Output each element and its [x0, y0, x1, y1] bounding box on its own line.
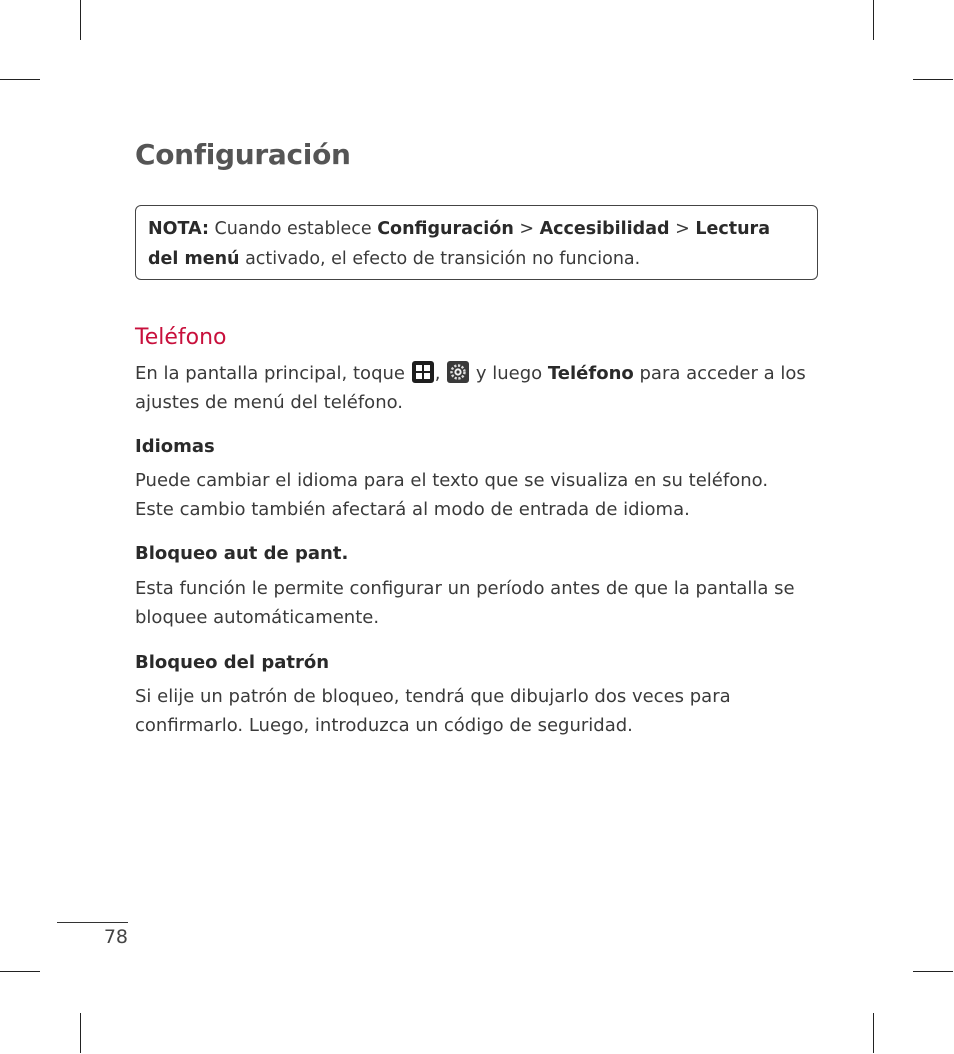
- note-box: [135, 205, 818, 280]
- note-text: Cuando establece: [208, 219, 378, 239]
- crop-mark: [873, 1013, 874, 1053]
- note-path-lectura: Lectura del menú: [148, 219, 771, 269]
- crop-mark: [0, 971, 40, 972]
- crop-mark: [873, 0, 874, 40]
- paragraph-line: Esta función le permite configurar un período antes de que la pantalla se: [135, 578, 795, 599]
- note-separator: >: [669, 219, 696, 239]
- note-path-accesibilidad: Accesibilidad: [539, 219, 670, 239]
- intro-text: para acceder a los ajustes de menú del teléfono.: [135, 363, 806, 413]
- telefono-intro: [135, 359, 825, 417]
- apps-grid-icon: [412, 361, 434, 383]
- paragraph-line: confirmarlo. Luego, introduzca un código de seguridad.: [135, 715, 633, 736]
- section-heading-telefono: Teléfono: [135, 325, 227, 350]
- paragraph-line: Este cambio también afectará al modo de entrada de idioma.: [135, 499, 690, 520]
- settings-gear-icon: [447, 361, 469, 383]
- crop-mark: [0, 79, 40, 80]
- crop-mark: [80, 0, 81, 40]
- note-separator: >: [513, 219, 540, 239]
- crop-mark: [80, 1013, 81, 1053]
- crop-mark: [913, 79, 953, 80]
- subheading-bloqueo-patron: Bloqueo del patrón: [135, 652, 330, 673]
- intro-text: y luego: [470, 363, 548, 384]
- paragraph-line: bloquee automáticamente.: [135, 607, 380, 628]
- page-number: 78: [103, 926, 128, 948]
- note-text-end: activado, el efecto de transición no funciona.: [239, 248, 641, 269]
- page-number-rule: [57, 922, 128, 923]
- page-title: Configuración: [135, 138, 351, 171]
- intro-text: En la pantalla principal, toque: [135, 363, 411, 384]
- paragraph-bloqueo-aut: [135, 574, 825, 632]
- intro-bold-telefono: Teléfono: [547, 363, 634, 384]
- paragraph-bloqueo-patron: [135, 682, 825, 740]
- subheading-bloqueo-aut: Bloqueo aut de pant.: [135, 543, 349, 564]
- intro-comma: ,: [434, 363, 447, 384]
- note-path-configuracion: Configuración: [377, 219, 514, 239]
- paragraph-line: Puede cambiar el idioma para el texto que se visualiza en su teléfono.: [135, 470, 769, 491]
- crop-mark: [913, 971, 953, 972]
- paragraph-idiomas: [135, 466, 825, 524]
- note-label: NOTA:: [148, 219, 209, 239]
- subheading-idiomas: Idiomas: [135, 436, 215, 457]
- paragraph-line: Si elije un patrón de bloqueo, tendrá que dibujarlo dos veces para: [135, 686, 731, 707]
